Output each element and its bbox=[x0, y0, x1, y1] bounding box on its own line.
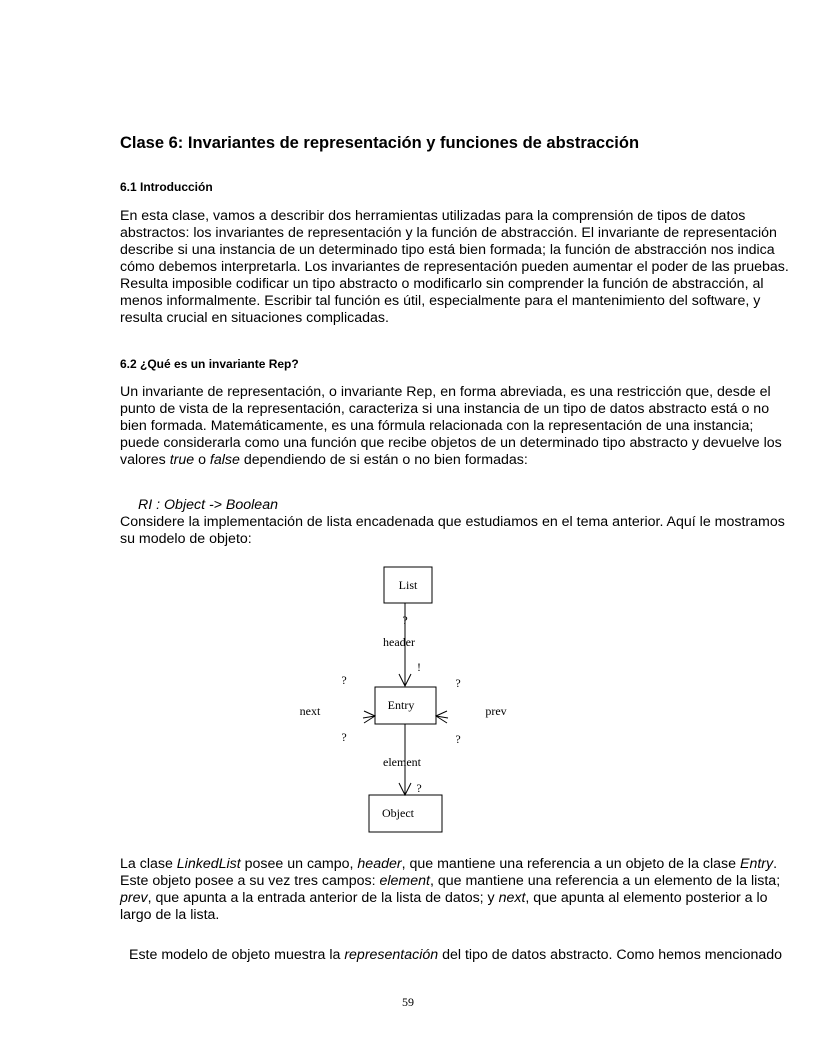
text-fragment: , que apunta al elemento posterior a lo bbox=[525, 890, 768, 906]
entry-label: Entry bbox=[387, 698, 415, 712]
text-fragment: , que apunta a la entrada anterior de la lista de datos; y bbox=[147, 890, 499, 906]
text-line: Resulta imposible codificar un tipo abstracto o modificarlo sin comprender la función de abstracción, al bbox=[120, 276, 764, 292]
text-line bbox=[120, 452, 816, 469]
text-fragment: o bbox=[194, 452, 210, 468]
header-label: header bbox=[383, 635, 415, 649]
linked-list-description-paragraph bbox=[120, 856, 816, 924]
prev-mult-top: ? bbox=[455, 676, 461, 690]
text-fragment: posee un campo, bbox=[240, 856, 358, 872]
section-heading-intro: 6.1 Introducción bbox=[120, 180, 213, 194]
text-fragment: , que mantiene una referencia a un objeto de la clase bbox=[401, 856, 740, 872]
list-label: List bbox=[398, 578, 418, 592]
italic-term: element bbox=[379, 873, 430, 889]
text-line: describe si una instancia de un determinado tipo está bien formada; la función de abstracción nos indica bbox=[120, 242, 775, 258]
element-mult: ? bbox=[416, 781, 422, 795]
header-mult-top: ? bbox=[402, 613, 408, 627]
text-line: puede considerarla como una función que recibe objetos de un determinado tipo abstracto y devuelve los bbox=[120, 435, 782, 451]
italic-term: header bbox=[357, 856, 402, 872]
intro-paragraph bbox=[120, 208, 816, 327]
italic-term: Entry bbox=[739, 856, 774, 872]
text-fragment: , que mantiene una referencia a un elemento de la lista; bbox=[429, 873, 781, 889]
italic-term-true: true bbox=[169, 452, 195, 468]
text-line bbox=[129, 947, 816, 964]
text-fragment: La clase bbox=[120, 856, 177, 872]
text-fragment: Este modelo de objeto muestra la bbox=[129, 947, 345, 963]
text-fragment: . bbox=[773, 856, 778, 872]
text-line: cómo debemos interpretarla. Los invariantes de representación pueden aumentar el poder de las pruebas. bbox=[120, 259, 789, 275]
text-fragment: Este objeto posee a su vez tres campos: bbox=[120, 873, 380, 889]
text-line bbox=[120, 856, 816, 873]
rep-invariant-paragraph bbox=[120, 384, 816, 469]
italic-term: representación bbox=[344, 947, 439, 963]
text-line: menos informalmente. Escribir tal función es útil, especialmente para el mantenimiento del software, y bbox=[120, 293, 761, 309]
page-title: Clase 6: Invariantes de representación y funciones de abstracción bbox=[120, 134, 640, 152]
italic-term: LinkedList bbox=[176, 856, 241, 872]
italic-term-false: false bbox=[209, 452, 240, 468]
element-label: element bbox=[383, 755, 421, 769]
text-line: largo de la lista. bbox=[120, 907, 220, 923]
representation-paragraph bbox=[129, 947, 816, 964]
section-heading-rep-invariant: 6.2 ¿Qué es un invariante Rep? bbox=[120, 357, 299, 371]
prev-label: prev bbox=[485, 704, 507, 718]
object-label: Object bbox=[382, 806, 414, 820]
text-line: Un invariante de representación, o invariante Rep, en forma abreviada, es una restricción que, desde el bbox=[120, 384, 771, 400]
text-line bbox=[120, 873, 816, 890]
text-fragment: valores bbox=[120, 452, 170, 468]
text-line: punto de vista de la representación, caracteriza si una instancia de un tipo de datos abstracto está o no bbox=[120, 401, 770, 417]
text-line: resulta crucial en situaciones complicadas. bbox=[120, 310, 389, 326]
text-fragment: dependiendo de si están o no bien formadas: bbox=[239, 452, 528, 468]
next-mult-bottom: ? bbox=[341, 730, 347, 744]
text-line: bien formada. Matemáticamente, es una fórmula relacionada con la representación de una instancia; bbox=[120, 418, 754, 434]
text-line: su modelo de objeto: bbox=[120, 531, 252, 547]
header-mult-bottom: ! bbox=[417, 660, 421, 674]
linked-list-intro-paragraph bbox=[120, 514, 816, 548]
text-line bbox=[120, 890, 816, 907]
next-mult-top: ? bbox=[341, 673, 347, 687]
next-label: next bbox=[299, 704, 321, 718]
italic-term: prev bbox=[120, 890, 148, 906]
prev-mult-bottom: ? bbox=[455, 732, 461, 746]
italic-term: next bbox=[498, 890, 526, 906]
object-model-diagram bbox=[280, 560, 540, 840]
text-line: abstractos: los invariantes de representación y la función de abstracción. El invariante de representación bbox=[120, 225, 777, 241]
text-line: Considere la implementación de lista encadenada que estudiamos en el tema anterior. Aquí le mostramos bbox=[120, 514, 785, 530]
text-line: En esta clase, vamos a describir dos herramientas utilizadas para la comprensión de tipos de datos bbox=[120, 208, 746, 224]
text-fragment: del tipo de datos abstracto. Como hemos mencionado bbox=[438, 947, 783, 963]
rep-invariant-formula: RI : Object -> Boolean bbox=[138, 497, 278, 513]
page-number: 59 bbox=[402, 995, 414, 1009]
